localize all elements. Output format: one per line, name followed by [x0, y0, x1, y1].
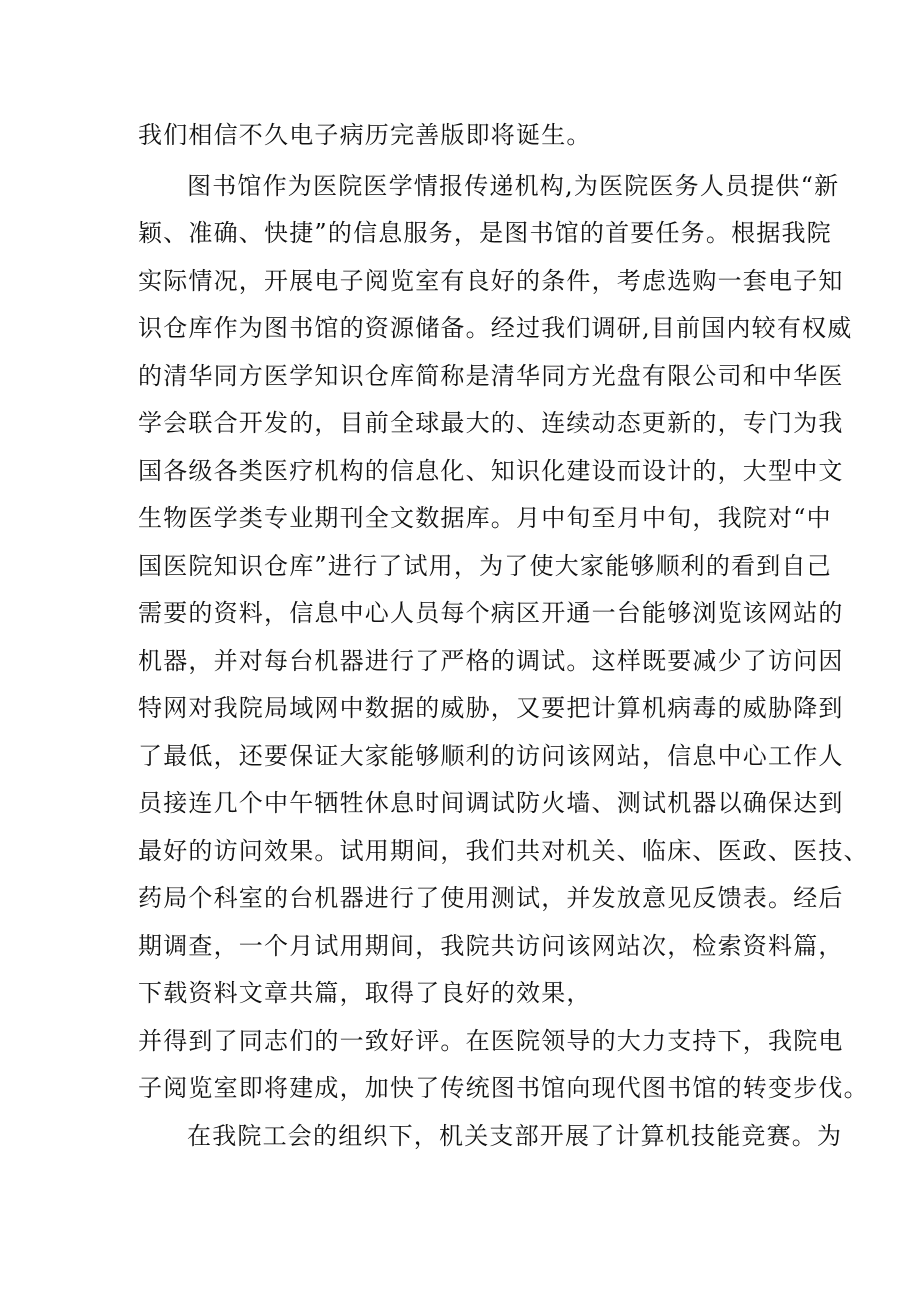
text-line-18: 期调查，一个月试用期间，我院共访问该网站次，检索资料篇，	[138, 932, 844, 960]
text-line-20: 并得到了同志们的一致好评。在医院领导的大力支持下，我院电	[138, 1027, 844, 1055]
text-line-14: 了最低，还要保证大家能够顺利的访问该网站，信息中心工作人	[138, 742, 844, 770]
text-line-12: 机器，并对每台机器进行了严格的调试。这样既要减少了访问因	[138, 647, 844, 675]
text-line-7: 学会联合开发的，目前全球最大的、连续动态更新的，专门为我	[138, 409, 844, 437]
text-line-19: 下载资料文章共篇，取得了良好的效果，	[138, 979, 592, 1007]
text-line-17: 药局个科室的台机器进行了使用测试，并发放意见反馈表。经后	[138, 884, 844, 912]
text-line-16: 最好的访问效果。试用期间，我们共对机关、临床、医政、医技、	[138, 837, 869, 865]
text-line-5: 识仓库作为图书馆的资源储备。经过我们调研,目前国内较有权威	[138, 314, 853, 342]
text-line-1: 我们相信不久电子病历完善版即将诞生。	[138, 121, 592, 149]
text-line-21: 子阅览室即将建成，加快了传统图书馆向现代图书馆的转变步伐。	[138, 1074, 869, 1102]
text-line-10: 国医院知识仓库”进行了试用，为了使大家能够顺利的看到自己	[138, 552, 832, 580]
text-line-8: 国各级各类医疗机构的信息化、知识化建设而设计的，大型中文	[138, 457, 844, 485]
text-line-13: 特网对我院局域网中数据的威胁，又要把计算机病毒的威胁降到	[138, 694, 844, 722]
text-line-15: 员接连几个中午牺牲休息时间调试防火墙、测试机器以确保达到	[138, 789, 844, 817]
text-line-22: 在我院工会的组织下，机关支部开展了计算机技能竞赛。为	[187, 1122, 843, 1150]
text-line-11: 需要的资料，信息中心人员每个病区开通一台能够浏览该网站的	[138, 599, 844, 627]
text-line-9: 生物医学类专业期刊全文数据库。月中旬至月中旬，我院对“中	[138, 504, 832, 532]
text-line-3: 颖、准确、快捷”的信息服务，是图书馆的首要任务。根据我院	[138, 219, 832, 247]
text-line-2: 图书馆作为医院医学情报传递机构,为医院医务人员提供“新	[187, 172, 840, 200]
text-line-4: 实际情况，开展电子阅览室有良好的条件，考虑选购一套电子知	[138, 267, 844, 295]
text-line-6: 的清华同方医学知识仓库简称是清华同方光盘有限公司和中华医	[138, 362, 844, 390]
